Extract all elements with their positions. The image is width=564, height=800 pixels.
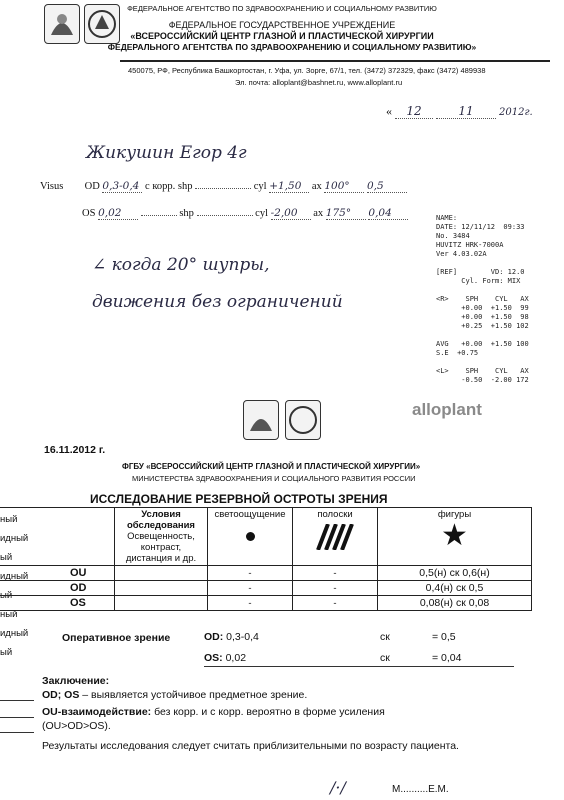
conclusion-p3: Результаты исследования следует считать приблизительными по возрасту пациента.	[42, 740, 459, 752]
light-cell: -	[208, 581, 293, 596]
od-cyl-label: cyl	[253, 181, 267, 192]
table-row	[0, 596, 532, 611]
conclusion-p2-rest: без корр. и с корр. вероятно в форме усиления	[151, 706, 385, 718]
conclusion-p2	[42, 705, 532, 719]
printout-line: Cyl. Form: MIX	[436, 277, 521, 285]
date-open: «	[386, 104, 392, 118]
star-icon: ★	[441, 518, 468, 553]
conclusion-p2-cont: (OU>OD>OS).	[42, 720, 111, 732]
margin-line	[0, 688, 34, 701]
left-fragment: ый	[0, 552, 13, 563]
note-line-2: движения без ограничений	[92, 292, 343, 312]
stripes-cell: -	[293, 566, 378, 581]
table-row	[0, 566, 532, 581]
eye-cell: OS	[0, 596, 115, 611]
os-ax-label: ax	[313, 208, 324, 219]
od-corr-label: с корр. shp	[145, 181, 193, 192]
institution-line-1: ФЕДЕРАЛЬНОЕ ГОСУДАРСТВЕННОЕ УЧРЕЖДЕНИЕ	[168, 20, 396, 30]
institution-line-3: ФЕДЕРАЛЬНОГО АГЕНТСТВА ПО ЗДРАВООХРАНЕНИЮ И СОЦИАЛЬНОМУ РАЗВИТИЮ»	[107, 42, 477, 52]
printout-line	[436, 358, 560, 367]
light-cell: -	[208, 566, 293, 581]
table-row	[0, 581, 532, 596]
os-cyl-label: cyl	[255, 208, 268, 219]
conditions-sub: Освещенность, контраст, дистанция и др.	[125, 531, 197, 564]
od-ax-value: 100°	[324, 180, 364, 193]
od-visus-value: 0,3-0,4	[102, 180, 142, 193]
left-fragment: ый	[0, 590, 13, 601]
figures-cell: 0,4(н) ск 0,5	[378, 581, 532, 596]
left-fragment: идный	[0, 628, 29, 639]
second-date: 16.11.2012 г.	[44, 444, 106, 456]
printout-line: -0.50 -2.00 172	[436, 376, 529, 384]
operative-od-value: 0,3-0,4	[226, 631, 259, 643]
address-line: 450075, РФ, Республика Башкортостан, г. Уфа, ул. Зорге, 67/1, тел. (3472) 372329, факс (3472) 489938	[128, 66, 486, 75]
operative-od-result: = 0,5	[432, 631, 456, 643]
printout-line: DATE: 12/11/12 09:33	[436, 223, 525, 231]
visus-label: Visus	[40, 181, 64, 192]
od-cyl-value: +1,50	[269, 180, 309, 193]
printout-line: S.E +0.75	[436, 349, 479, 357]
stripes-icon	[312, 524, 358, 550]
printout-line: <L> SPH CYL AX	[436, 367, 529, 375]
date-day: 12	[395, 104, 433, 119]
note-line-1: ∠ когда 20° шупры,	[92, 255, 270, 275]
operative-underline	[204, 666, 514, 667]
header-rule	[120, 60, 550, 62]
operative-label: Оперативное зрение	[62, 632, 171, 644]
os-cyl-value: -2,00	[271, 207, 311, 220]
operative-os-row	[204, 652, 504, 664]
eye-cell: OU	[0, 566, 115, 581]
autorefractor-printout	[436, 214, 560, 384]
left-fragment: ый	[0, 647, 13, 658]
os-label: OS	[82, 208, 96, 219]
institution-line-2: «ВСЕРОССИЙСКИЙ ЦЕНТР ГЛАЗНОЙ И ПЛАСТИЧЕСКОЙ ХИРУРГИИ	[130, 31, 434, 41]
research-title: ИССЛЕДОВАНИЕ РЕЗЕРВНОЙ ОСТРОТЫ ЗРЕНИЯ	[90, 492, 388, 506]
cond-cell	[115, 581, 208, 596]
date-block	[386, 104, 533, 119]
figures-cell: 0,08(н) ск 0,08	[378, 596, 532, 611]
printout-line: Ver 4.03.02A	[436, 250, 487, 258]
second-right-emblem	[285, 400, 321, 440]
visus-od-row	[40, 180, 407, 193]
second-left-emblem	[243, 400, 279, 440]
light-label: светоощущение	[214, 509, 286, 520]
left-fragment: ный	[0, 609, 18, 620]
conditions-title: Условия обследования	[127, 509, 195, 531]
os-visus-value: 0,02	[98, 207, 138, 220]
printout-line: [REF] VD: 12.0	[436, 268, 525, 276]
email-line: Эл. почта: alloplant@bashnet.ru, www.alloplant.ru	[235, 78, 403, 87]
date-year: 2012г.	[499, 107, 533, 118]
light-cell: -	[208, 596, 293, 611]
figures-cell: 0,5(н) ск 0,6(н)	[378, 566, 532, 581]
printout-line	[436, 259, 560, 268]
agency-top-line: ФЕДЕРАЛЬНОЕ АГЕНТСТВО ПО ЗДРАВООХРАНЕНИЮ И СОЦИАЛЬНОМУ РАЗВИТИЮ	[127, 4, 437, 13]
operative-od-row	[204, 631, 504, 643]
conclusion-heading: Заключение:	[42, 675, 110, 687]
printout-line: +0.25 +1.50 102	[436, 322, 529, 330]
printout-line: <R> SPH CYL AX	[436, 295, 529, 303]
stripes-cell: -	[293, 581, 378, 596]
figures-header	[378, 508, 532, 566]
printout-line: No. 3484	[436, 232, 470, 240]
os-shp-dots	[197, 215, 253, 216]
signature-fragment: М..........Е.М.	[392, 784, 449, 795]
operative-od-label: OD:	[204, 631, 224, 643]
conclusion-block	[42, 674, 532, 753]
od-result: 0,5	[367, 180, 407, 193]
operative-od-sk: ск	[380, 631, 390, 643]
os-shp-label: shp	[179, 208, 194, 219]
left-margin-lines	[0, 688, 34, 733]
conditions-header	[115, 508, 208, 566]
operative-os-sk: ск	[380, 652, 390, 664]
printout-line: AVG +0.00 +1.50 100	[436, 340, 529, 348]
figures-label: фигуры	[437, 509, 472, 520]
od-ax-label: ax	[311, 181, 322, 192]
alloplant-logo: alloplant	[412, 400, 482, 419]
patient-name: Жикушин Егор 4г	[86, 143, 247, 163]
left-fragment: ный	[0, 514, 18, 525]
second-line-2: МИНИСТЕРСТВА ЗДРАВООХРАНЕНИЯ И СОЦИАЛЬНОГО РАЗВИТИЯ РОССИИ	[132, 474, 416, 483]
margin-line	[0, 701, 34, 718]
os-gap-dots	[141, 215, 177, 216]
printout-line	[436, 331, 560, 340]
operative-os-result: = 0,04	[432, 652, 462, 664]
stripes-label: полоски	[317, 509, 353, 520]
conclusion-p1	[42, 688, 532, 702]
light-header	[208, 508, 293, 566]
eye-cell: OD	[0, 581, 115, 596]
operative-os-label: OS:	[204, 652, 223, 664]
printout-line: HUVITZ HRK-7000A	[436, 241, 504, 249]
table-header-row	[0, 508, 532, 566]
conclusion-p2-bold: OU-взаимодействие:	[42, 706, 152, 718]
margin-line	[0, 718, 34, 733]
second-line-1: ФГБУ «ВСЕРОССИЙСКИЙ ЦЕНТР ГЛАЗНОЙ И ПЛАСТИЧЕСКОЙ ХИРУРГИИ»	[122, 462, 421, 471]
conclusion-p1-bold: OD; OS	[42, 689, 80, 701]
printout-line: NAME:	[436, 214, 458, 222]
date-month: 11	[436, 104, 496, 119]
printout-line: +0.00 +1.50 98	[436, 313, 529, 321]
od-label: OD	[84, 181, 100, 192]
operative-os-value: 0,02	[225, 652, 247, 664]
stripes-header	[293, 508, 378, 566]
left-fragment: идный	[0, 571, 29, 582]
printout-line	[436, 286, 560, 295]
blank-header-cell	[0, 508, 115, 566]
stripes-cell: -	[293, 596, 378, 611]
printout-line: +0.00 +1.50 99	[436, 304, 529, 312]
reserve-acuity-table	[0, 507, 532, 611]
os-result: 0,04	[368, 207, 408, 220]
signature-scribble: ∕·∕	[330, 778, 346, 797]
os-ax-value: 175°	[326, 207, 366, 220]
od-shp-dots	[195, 188, 251, 189]
cond-cell	[115, 566, 208, 581]
visus-os-row	[82, 207, 408, 220]
printout-text	[436, 214, 560, 384]
cond-cell	[115, 596, 208, 611]
light-dot-icon	[246, 532, 255, 541]
conclusion-p1-rest: – выявляется устойчивое предметное зрение.	[79, 689, 308, 701]
left-fragment: идный	[0, 533, 29, 544]
